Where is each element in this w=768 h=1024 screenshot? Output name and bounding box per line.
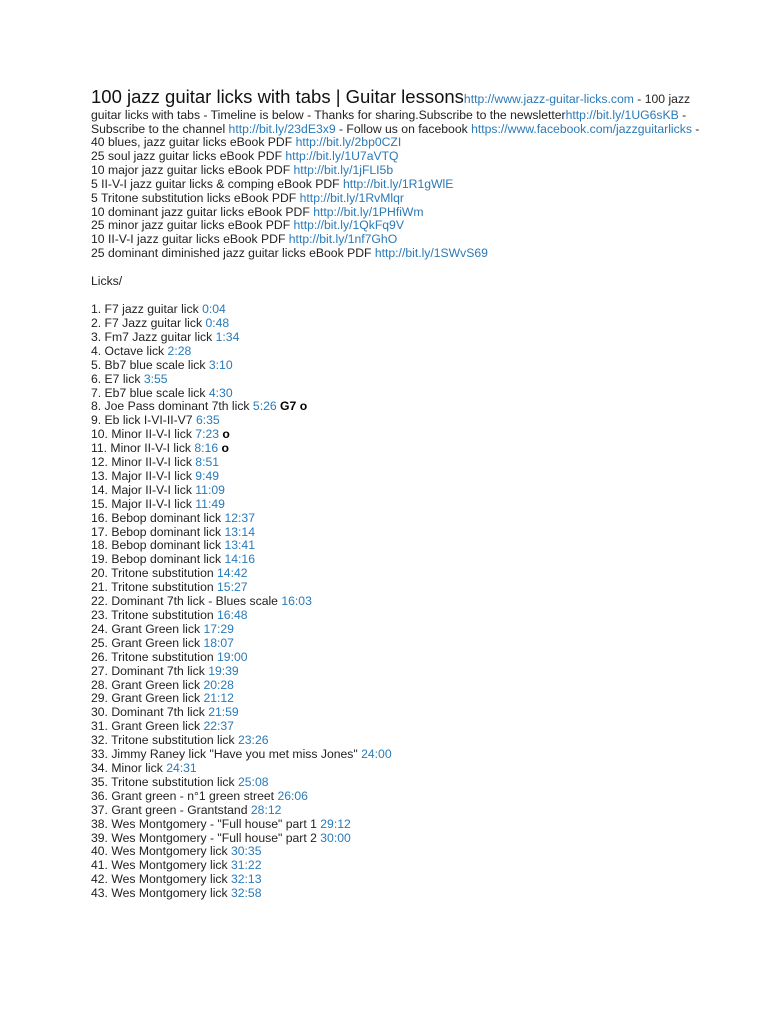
lick-label: 20. Tritone substitution [91, 566, 218, 581]
ebook-link[interactable]: http://bit.ly/1PHfiWm [313, 204, 424, 219]
lick-timestamp-link[interactable]: 32:13 [230, 872, 262, 887]
ebook-label: 25 dominant diminished jazz guitar licks eBook PDF [91, 246, 375, 261]
lick-timestamp-link[interactable]: 12:37 [224, 510, 255, 525]
lick-timestamp-link[interactable]: 4:30 [208, 385, 233, 400]
lick-label: 37. Grant green - Grantstand [91, 802, 251, 817]
lick-timestamp-link[interactable]: 25:08 [238, 774, 269, 789]
intro-text-1: - 100 jazz guitar licks with tabs - Timeline is below - Thanks for sharing.Subscribe to the newsletter [91, 92, 691, 122]
lick-label: 15. Major II-V-I lick [91, 496, 196, 511]
lick-timestamp-link[interactable]: 13:41 [224, 538, 255, 553]
lick-timestamp-link[interactable]: 2:28 [167, 343, 192, 358]
lick-label: 25. Grant Green lick [91, 635, 204, 650]
lick-item [91, 623, 701, 637]
lick-item [91, 748, 701, 762]
lick-timestamp-link[interactable]: 13:14 [224, 524, 255, 539]
lick-label: 33. Jimmy Raney lick "Have you met miss Jones" [91, 747, 362, 762]
lick-item [91, 428, 701, 442]
lick-label: 13. Major II-V-I lick [91, 468, 196, 483]
lick-item [91, 456, 701, 470]
lick-timestamp-link[interactable]: 0:04 [202, 302, 226, 317]
lick-timestamp-link[interactable]: 0:48 [205, 315, 230, 330]
lick-timestamp-link[interactable]: 26:06 [277, 788, 308, 803]
licks-heading: Licks/ [91, 274, 123, 289]
lick-label: 35. Tritone substitution lick [91, 774, 238, 789]
ebook-label: 40 blues, jazz guitar licks eBook PDF [91, 135, 296, 149]
ebook-item [91, 150, 701, 164]
lick-label: 36. Grant green - n°1 green street [91, 788, 278, 803]
lick-item [91, 595, 701, 609]
lick-label: 42. Wes Montgomery lick [91, 872, 231, 887]
lick-label: 4. Octave lick [91, 343, 168, 358]
lick-item [91, 581, 701, 595]
lick-label: 14. Major II-V-I lick [91, 482, 196, 497]
lick-label: 17. Bebop dominant lick [91, 524, 225, 539]
lick-label: 18. Bebop dominant lick [91, 538, 225, 553]
lick-timestamp-link[interactable]: 3:55 [143, 371, 168, 386]
lick-timestamp-link[interactable]: 24:31 [166, 760, 197, 775]
lick-item [91, 845, 701, 859]
lick-timestamp-link[interactable]: 15:27 [217, 580, 248, 595]
lick-annotation: o [221, 441, 229, 456]
licks-list [91, 303, 701, 901]
ebook-label: 5 Tritone substitution licks eBook PDF [91, 190, 300, 205]
page-title: 100 jazz guitar licks with tabs | Guitar lessons [91, 86, 464, 107]
ebook-item [91, 178, 701, 192]
lick-item [91, 776, 701, 790]
lick-timestamp-link[interactable]: 3:10 [208, 357, 233, 372]
lick-timestamp-link[interactable]: 20:28 [203, 677, 234, 692]
lick-timestamp-link[interactable]: 5:26 [252, 399, 277, 414]
lick-timestamp-link[interactable]: 30:35 [230, 844, 262, 859]
lick-label: 30. Dominant 7th lick [91, 705, 209, 720]
lick-item [91, 859, 701, 873]
lick-timestamp-link[interactable]: 11:09 [195, 482, 225, 497]
lick-label: 7. Eb7 blue scale lick [91, 385, 209, 400]
lick-item [91, 387, 701, 401]
lick-annotation: o [222, 427, 230, 442]
lick-item [91, 873, 701, 887]
document-page [91, 86, 701, 901]
lick-item [91, 317, 701, 331]
lick-item [91, 720, 701, 734]
lick-label: 21. Tritone substitution [91, 580, 218, 595]
lick-timestamp-link[interactable]: 19:00 [217, 649, 248, 664]
ebook-item [91, 247, 701, 261]
lick-timestamp-link[interactable]: 6:35 [195, 413, 220, 428]
lick-label: 6. E7 lick [91, 371, 144, 386]
lick-timestamp-link[interactable]: 9:49 [195, 468, 220, 483]
lick-timestamp-link[interactable]: 7:23 [195, 427, 220, 442]
channel-link[interactable]: http://bit.ly/23dE3x9 [228, 122, 336, 136]
lick-label: 40. Wes Montgomery lick [91, 844, 231, 859]
lick-item [91, 637, 701, 651]
lick-item [91, 567, 701, 581]
lick-item [91, 790, 701, 804]
lick-label: 31. Grant Green lick [91, 719, 204, 734]
lick-label: 5. Bb7 blue scale lick [91, 357, 209, 372]
lick-item [91, 484, 701, 498]
lick-label: 16. Bebop dominant lick [91, 510, 225, 525]
lick-item [91, 442, 701, 456]
lick-label: 9. Eb lick I-VI-II-V7 [91, 413, 196, 428]
lick-label: 3. Fm7 Jazz guitar lick [91, 329, 216, 344]
lick-item [91, 706, 701, 720]
lick-label: 2. F7 Jazz guitar lick [91, 315, 206, 330]
ebook-item [91, 219, 701, 233]
lick-item [91, 665, 701, 679]
lick-label: 12. Minor II-V-I lick [91, 455, 196, 470]
lick-item [91, 679, 701, 693]
lick-label: 8. Joe Pass dominant 7th lick [91, 399, 253, 414]
ebook-label: 25 soul jazz guitar licks eBook PDF [91, 148, 286, 163]
site-link[interactable]: http://www.jazz-guitar-licks.com [463, 92, 634, 106]
lick-item [91, 331, 701, 345]
lick-timestamp-link[interactable]: 24:00 [361, 747, 392, 762]
lick-label: 41. Wes Montgomery lick [91, 858, 231, 873]
lick-label: 22. Dominant 7th lick - Blues scale [91, 594, 282, 609]
facebook-link[interactable]: https://www.facebook.com/jazzguitarlicks [471, 122, 692, 136]
lick-item [91, 414, 701, 428]
lick-timestamp-link[interactable]: 14:16 [224, 552, 255, 567]
lick-timestamp-link[interactable]: 18:07 [203, 635, 234, 650]
lick-label: 10. Minor II-V-I lick [91, 427, 196, 442]
lick-item [91, 373, 701, 387]
lick-timestamp-link[interactable]: 16:48 [217, 608, 248, 622]
ebook-item [91, 206, 701, 220]
lick-label: 26. Tritone substitution [91, 649, 218, 664]
lick-item [91, 359, 701, 373]
lick-item [91, 692, 701, 706]
lick-item [91, 762, 701, 776]
lick-timestamp-link[interactable]: 17:29 [203, 621, 234, 636]
lick-label: 1. F7 jazz guitar lick [91, 302, 203, 317]
ebook-item [91, 136, 701, 150]
lick-item [91, 609, 701, 623]
lick-timestamp-link[interactable]: 23:26 [238, 733, 269, 748]
lick-label: 32. Tritone substitution lick [91, 733, 238, 748]
lick-item [91, 498, 701, 512]
lick-label: 28. Grant Green lick [91, 677, 204, 692]
ebook-link[interactable]: http://bit.ly/1QkFq9V [293, 218, 404, 233]
lick-timestamp-link[interactable]: 21:59 [208, 705, 239, 720]
lick-label: 29. Grant Green lick [91, 691, 204, 706]
lick-item [91, 651, 701, 665]
lick-timestamp-link[interactable]: 19:39 [208, 663, 239, 678]
lick-item [91, 818, 701, 832]
ebook-label: 25 minor jazz guitar licks eBook PDF [91, 218, 294, 233]
intro-text-4: - [691, 122, 700, 136]
newsletter-link[interactable]: http://bit.ly/1UG6sKB [565, 108, 679, 122]
lick-timestamp-link[interactable]: 30:00 [320, 830, 351, 845]
lick-timestamp-link[interactable]: 31:22 [230, 858, 262, 873]
lick-item [91, 804, 701, 818]
lick-item [91, 400, 701, 414]
lick-item [91, 345, 701, 359]
ebook-link[interactable]: http://bit.ly/1nf7GhO [288, 232, 398, 247]
intro-paragraph [91, 86, 701, 136]
lick-label: 34. Minor lick [91, 760, 167, 775]
ebook-list [91, 136, 701, 261]
lick-label: 43. Wes Montgomery lick [91, 886, 231, 901]
lick-item [91, 470, 701, 484]
lick-item [91, 832, 701, 846]
lick-item [91, 734, 701, 748]
lick-timestamp-link[interactable]: 22:37 [203, 719, 234, 734]
lick-item [91, 303, 701, 317]
lick-item [91, 512, 701, 526]
lick-timestamp-link[interactable]: 21:12 [203, 691, 234, 706]
lick-label: 27. Dominant 7th lick [91, 663, 209, 678]
ebook-item [91, 233, 701, 247]
ebook-link[interactable]: http://bit.ly/1RvMlqr [299, 190, 404, 205]
lick-item [91, 526, 701, 540]
ebook-label: 10 major jazz guitar licks eBook PDF [91, 162, 294, 177]
lick-label: 23. Tritone substitution [91, 608, 218, 622]
lick-label: 38. Wes Montgomery - "Full house" part 1 [91, 816, 321, 831]
lick-label: 11. Minor II-V-I lick [91, 441, 195, 456]
lick-timestamp-link[interactable]: 8:51 [195, 455, 220, 470]
ebook-link[interactable]: http://bit.ly/1U7aVTQ [285, 148, 399, 163]
ebook-link[interactable]: http://bit.ly/1SWvS69 [374, 246, 488, 261]
lick-item [91, 887, 701, 901]
ebook-link[interactable]: http://bit.ly/1R1gWlE [342, 176, 454, 191]
lick-item [91, 553, 701, 567]
ebook-label: 10 II-V-I jazz guitar licks eBook PDF [91, 232, 289, 247]
lick-timestamp-link[interactable]: 8:16 [194, 441, 219, 456]
lick-timestamp-link[interactable]: 16:03 [281, 594, 312, 609]
ebook-item [91, 192, 701, 206]
lick-label: 39. Wes Montgomery - "Full house" part 2 [91, 830, 321, 845]
lick-annotation: G7 o [280, 399, 308, 414]
lick-item [91, 539, 701, 553]
intro-text-2: - Subscribe to the channel [91, 108, 687, 136]
ebook-label: 5 II-V-I jazz guitar licks & comping eBook PDF [91, 176, 343, 191]
ebook-link[interactable]: http://bit.ly/2bp0CZI [295, 135, 402, 149]
lick-timestamp-link[interactable]: 28:12 [250, 802, 282, 817]
ebook-link[interactable]: http://bit.ly/1jFLI5b [293, 162, 394, 177]
lick-timestamp-link[interactable]: 32:58 [230, 886, 262, 901]
lick-label: 24. Grant Green lick [91, 621, 204, 636]
lick-timestamp-link[interactable]: 14:42 [217, 566, 248, 581]
lick-label: 19. Bebop dominant lick [91, 552, 225, 567]
lick-timestamp-link[interactable]: 29:12 [320, 816, 351, 831]
lick-timestamp-link[interactable]: 1:34 [215, 329, 240, 344]
ebook-label: 10 dominant jazz guitar licks eBook PDF [91, 204, 314, 219]
ebook-item [91, 164, 701, 178]
intro-text-3: - Follow us on facebook [335, 122, 472, 136]
lick-timestamp-link[interactable]: 11:49 [195, 496, 225, 511]
